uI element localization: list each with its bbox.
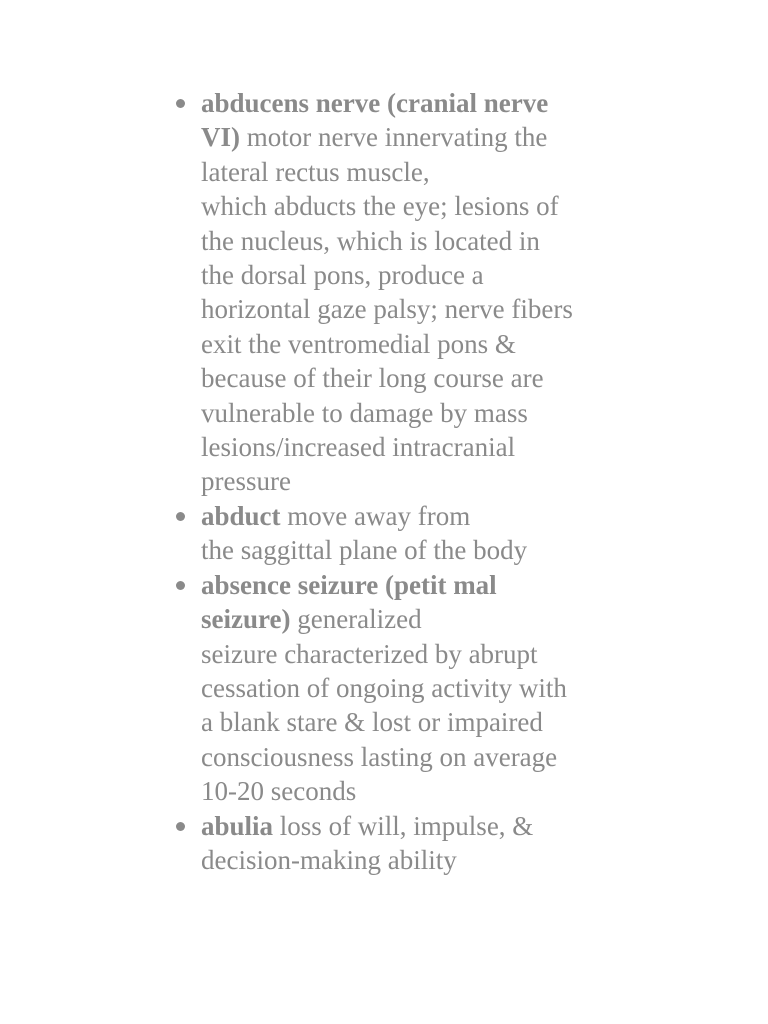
definition-line: exit the ventromedial pons & <box>201 328 516 359</box>
term-text: seizure) <box>201 604 291 635</box>
definition-line: lateral rectus muscle, <box>201 156 430 187</box>
glossary-entry-abducens-nerve <box>201 86 621 499</box>
entry-line <box>201 809 621 843</box>
bullet-icon <box>176 99 185 108</box>
term-text: abulia <box>201 810 274 841</box>
definition-line: lesions/increased intracranial <box>201 432 516 463</box>
definition-line: the saggittal plane of the body <box>201 535 528 566</box>
bullet-icon <box>176 581 185 590</box>
definition-line: the nucleus, which is located in <box>201 225 540 256</box>
entry-line <box>201 120 621 154</box>
entry-line <box>201 86 621 120</box>
bullet-icon <box>176 512 185 521</box>
glossary-entry-abulia <box>201 809 621 878</box>
definition-text: motor nerve innervating the <box>240 122 548 153</box>
term-text: abducens nerve (cranial nerve <box>201 88 549 118</box>
definition-line: which abducts the eye; lesions of <box>201 191 559 222</box>
definition-line: seizure characterized by abrupt <box>201 638 538 669</box>
definition-line: 10-20 seconds <box>201 776 357 807</box>
term-text: absence seizure (petit mal <box>201 569 497 600</box>
definition-line: horizontal gaze palsy; nerve fibers <box>201 294 573 325</box>
entry-line <box>201 499 621 533</box>
definition-line: a blank stare & lost or impaired <box>201 707 543 738</box>
definition-line: the dorsal pons, produce a <box>201 260 484 291</box>
entry-line <box>201 568 621 602</box>
definition-text: generalized <box>290 604 422 635</box>
definition-line: vulnerable to damage by mass <box>201 397 528 428</box>
definition-text: move away from <box>280 500 471 531</box>
bullet-icon <box>176 822 185 831</box>
glossary-list <box>201 86 621 877</box>
term-text: abduct <box>201 500 281 531</box>
entry-line <box>201 602 621 636</box>
definition-line: because of their long course are <box>201 363 544 394</box>
glossary-entry-absence-seizure <box>201 568 621 809</box>
definition-text: loss of will, impulse, & <box>273 810 534 841</box>
definition-line: pressure <box>201 466 291 497</box>
glossary-entry-abduct <box>201 499 621 568</box>
term-text: VI) <box>201 122 240 153</box>
definition-line: decision-making ability <box>201 844 457 875</box>
definition-line: cessation of ongoing activity with <box>201 672 567 703</box>
definition-line: consciousness lasting on average <box>201 741 558 772</box>
